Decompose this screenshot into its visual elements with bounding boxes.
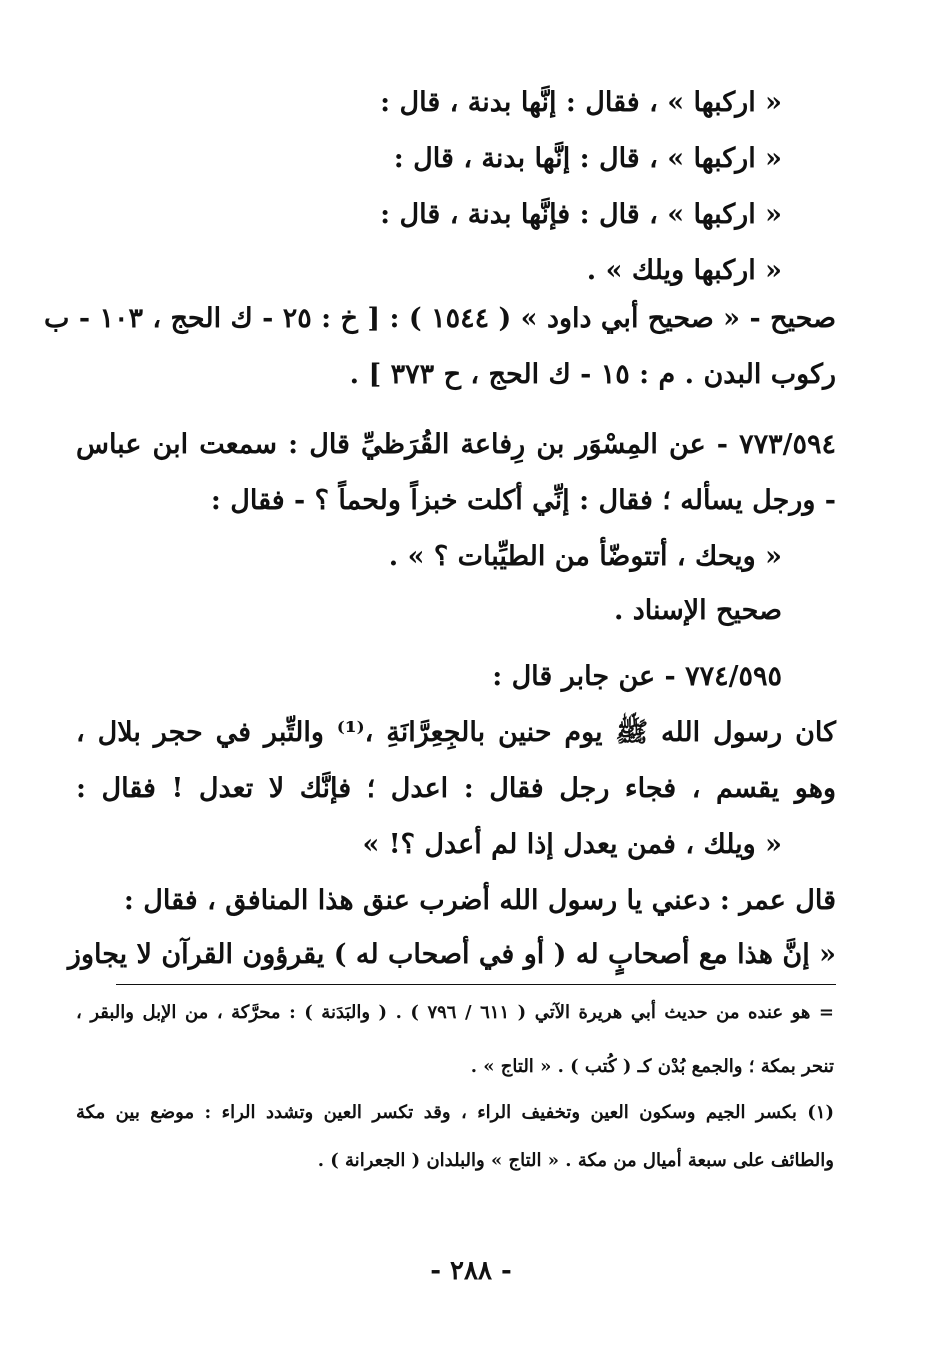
footnote-line: (١) بكسر الجيم وسكون العين وتخفيف الراء ، وقد تكسر العين وتشدد الراء : موضع بين مكة (76, 1102, 834, 1123)
hadith-line: « اركبها » ، قال : فإنَّها بدنة ، قال : (380, 199, 782, 230)
hadith-line: - ورجل يسأله ؛ فقال : إنِّي أكلت خبزاً ولحماً ؟ - فقال : (210, 485, 836, 516)
footnote-line: = هو عنده من حديث أبي هريرة الآتي ( ٦١١ / ٧٩٦ ) . ( والبَدَنة ) : محرَّكة ، من الإبل والبقر ، (76, 1002, 835, 1023)
hadith-line: « اركبها » ، فقال : إنَّها بدنة ، قال : (380, 87, 782, 118)
hadith-line: وهو يقسم ، فجاء رجل فقال : اعدل ؛ فإنَّك لا تعدل ! فقال : (76, 773, 836, 804)
footnote-line: تنحر بمكة ؛ والجمع بُدْن كـ ( كُتب ) . « التاج » . (470, 1056, 834, 1077)
page-number: - ٢٨٨ - (430, 1256, 512, 1286)
hadith-line: « اركبها » ، قال : إنَّها بدنة ، قال : (393, 143, 782, 174)
hadith-line: « اركبها ويلك » . (586, 255, 782, 286)
hadith-line: كان رسول الله ﷺ يوم حنين بالجِعِرَّانَةِ ،⁽¹⁾ والتِّبر في حجر بلال ، (76, 717, 837, 748)
footnote-line: والطائف على سبعة أميال من مكة . « التاج » والبلدان ( الجعرانة ) . (317, 1150, 834, 1171)
hadith-line: « ويحك ، أتتوضّأ من الطيِّبات ؟ » . (388, 541, 782, 572)
hadith-line: قال عمر : دعني يا رسول الله أضرب عنق هذا المنافق ، فقال : (123, 885, 836, 916)
footnote-separator (116, 984, 836, 985)
hadith-line: « ويلك ، فمن يعدل إذا لم أعدل ؟! » (362, 829, 782, 860)
hadith-heading: ٧٧٣/٥٩٤ - عن المِسْوَر بن رِفاعة القُرَظيِّ قال : سمعت ابن عباس (76, 429, 836, 460)
grading-line: صحيح - « صحيح أبي داود » ( ١٥٤٤ ) : [ خ : ٢٥ - ك الحج ، ١٠٣ - ب (44, 303, 836, 334)
grading-line: ركوب البدن . م : ١٥ - ك الحج ، ح ٣٧٣ ] . (349, 359, 836, 390)
hadith-line: « إنَّ هذا مع أصحابٍ له ( أو في أصحاب له ) يقرؤون القرآن لا يجاوز (67, 939, 836, 970)
grading-line: صحيح الإسناد . (613, 595, 782, 626)
hadith-heading: ٧٧٤/٥٩٥ - عن جابر قال : (492, 661, 782, 692)
